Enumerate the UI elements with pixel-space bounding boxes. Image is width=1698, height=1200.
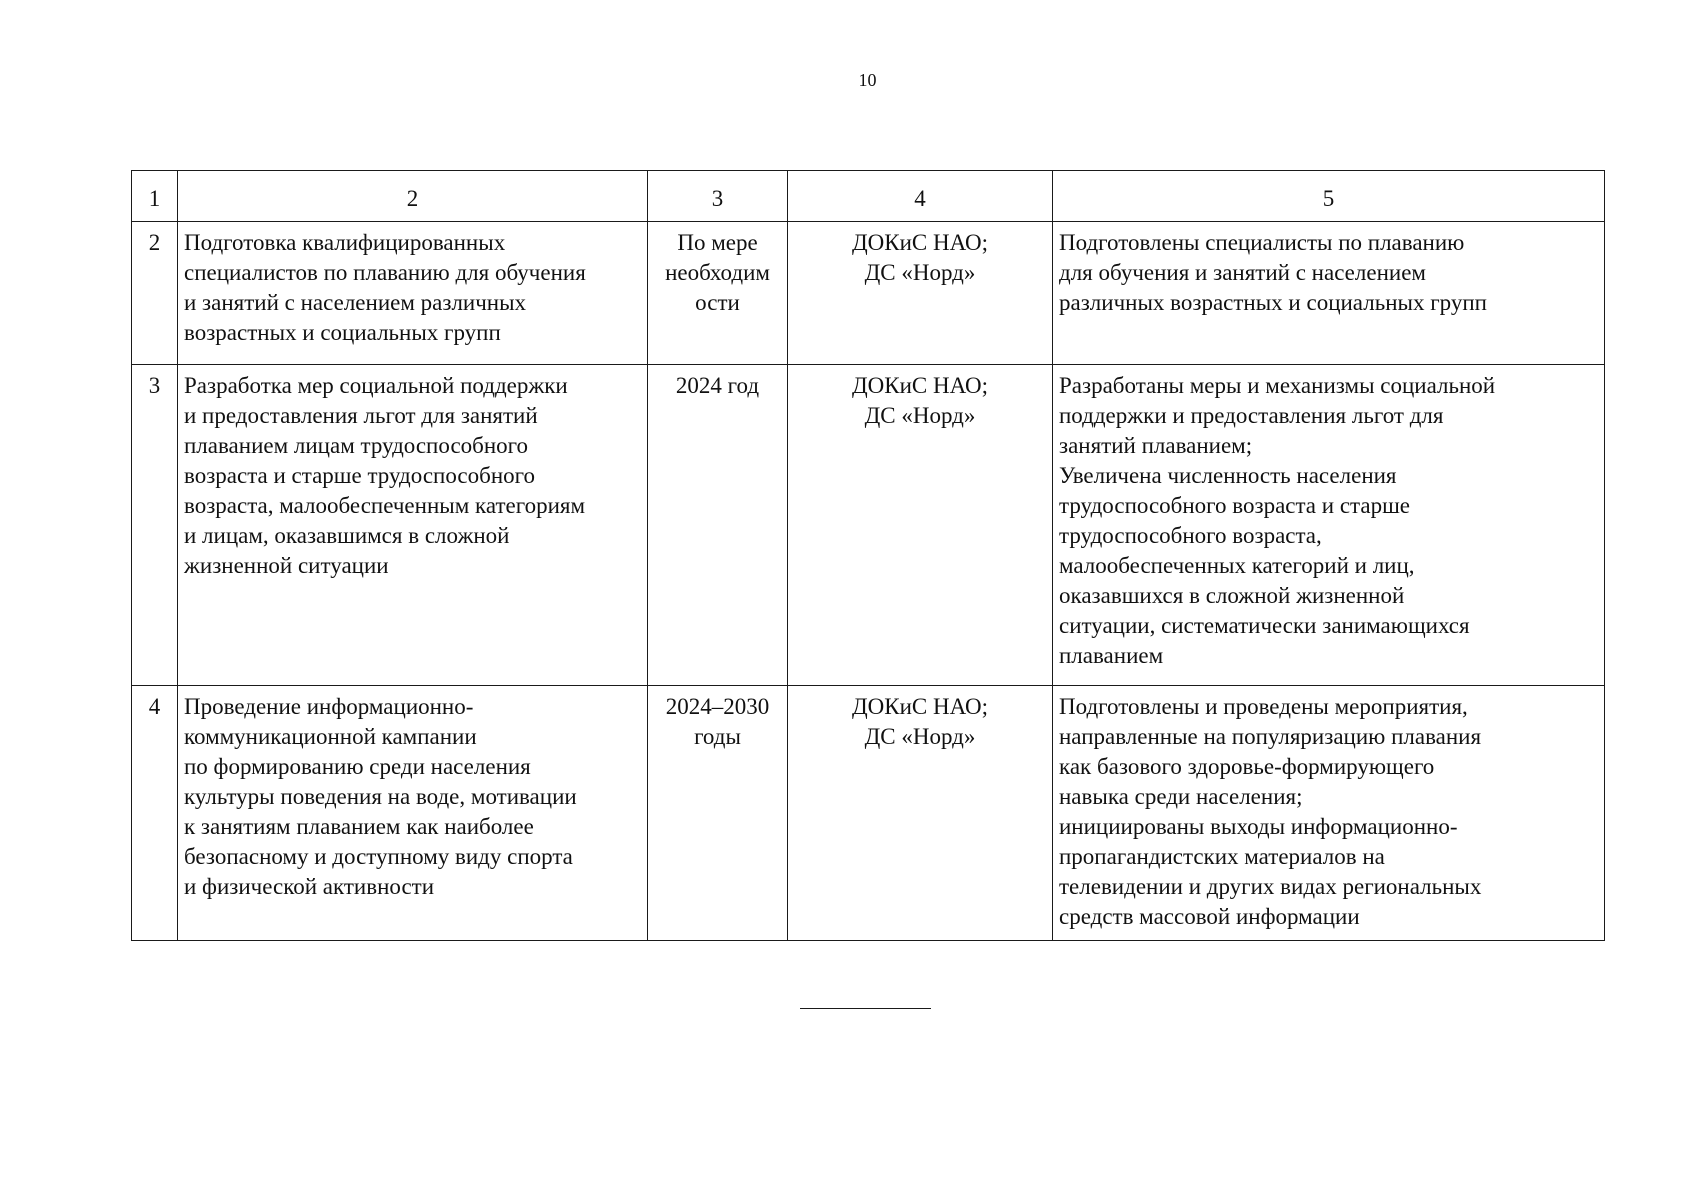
result-cell [1053, 365, 1605, 686]
responsible-cell [788, 686, 1053, 941]
plan-table [131, 170, 1605, 941]
activity-text: Проведение информационно- коммуникационной кампании по формированию среди населения культуры поведения на воде, мотивации к занятиям плаванием как наиболее безопасному и доступному виду спорта и физической активности [184, 694, 577, 899]
responsible-text: ДОКиС НАО; ДС «Норд» [851, 694, 989, 749]
header-cell-2: 2 [178, 171, 648, 222]
deadline-text: 2024 год [675, 373, 760, 398]
responsible-text: ДОКиС НАО; ДС «Норд» [851, 230, 989, 285]
header-cell-1: 1 [132, 171, 178, 222]
responsible-text: ДОКиС НАО; ДС «Норд» [851, 373, 989, 428]
activity-cell [178, 365, 648, 686]
deadline-text: По мере необходим ости [665, 230, 770, 315]
table-header-row [132, 171, 1605, 222]
result-text: Подготовлены и проведены мероприятия, направленные на популяризацию плавания как базового здоровье-формирующего навыка среди населения; инициированы выходы информационно- пропагандистских материалов на телевидении и других видах региональных средств массовой информации [1059, 694, 1482, 929]
deadline-cell [648, 222, 788, 365]
table-row [132, 365, 1605, 686]
responsible-cell [788, 222, 1053, 365]
table-row [132, 686, 1605, 941]
row-number: 3 [132, 365, 178, 686]
result-cell [1053, 222, 1605, 365]
activity-text: Разработка мер социальной поддержки и предоставления льгот для занятий плаванием лицам трудоспособного возраста и старше трудоспособного возраста, малообеспеченным категориям и лицам, оказавшимся в сложной жизненной ситуации [184, 373, 586, 578]
deadline-cell [648, 365, 788, 686]
deadline-text: 2024–2030 годы [665, 694, 770, 749]
row-number: 4 [132, 686, 178, 941]
deadline-cell [648, 686, 788, 941]
result-cell [1053, 686, 1605, 941]
activity-cell [178, 222, 648, 365]
result-text: Подготовлены специалисты по плаванию для обучения и занятий с населением различных возрастных и социальных групп [1059, 230, 1487, 315]
header-cell-5: 5 [1053, 171, 1605, 222]
row-number: 2 [132, 222, 178, 365]
page-number: 10 [858, 70, 877, 90]
result-text: Разработаны меры и механизмы социальной поддержки и предоставления льгот для занятий плаванием; Увеличена численность населения трудоспособного возраста и старше трудоспособного возраста, малообеспеченных категорий и лиц, оказавшихся в сложной жизненной ситуации, систематически занимающихся плаванием [1059, 373, 1496, 668]
activity-text: Подготовка квалифицированных специалистов по плаванию для обучения и занятий с населением различных возрастных и социальных групп [184, 230, 586, 345]
header-cell-4: 4 [788, 171, 1053, 222]
header-cell-3: 3 [648, 171, 788, 222]
responsible-cell [788, 365, 1053, 686]
activity-cell [178, 686, 648, 941]
end-of-document-rule [800, 1008, 931, 1009]
table-row [132, 222, 1605, 365]
